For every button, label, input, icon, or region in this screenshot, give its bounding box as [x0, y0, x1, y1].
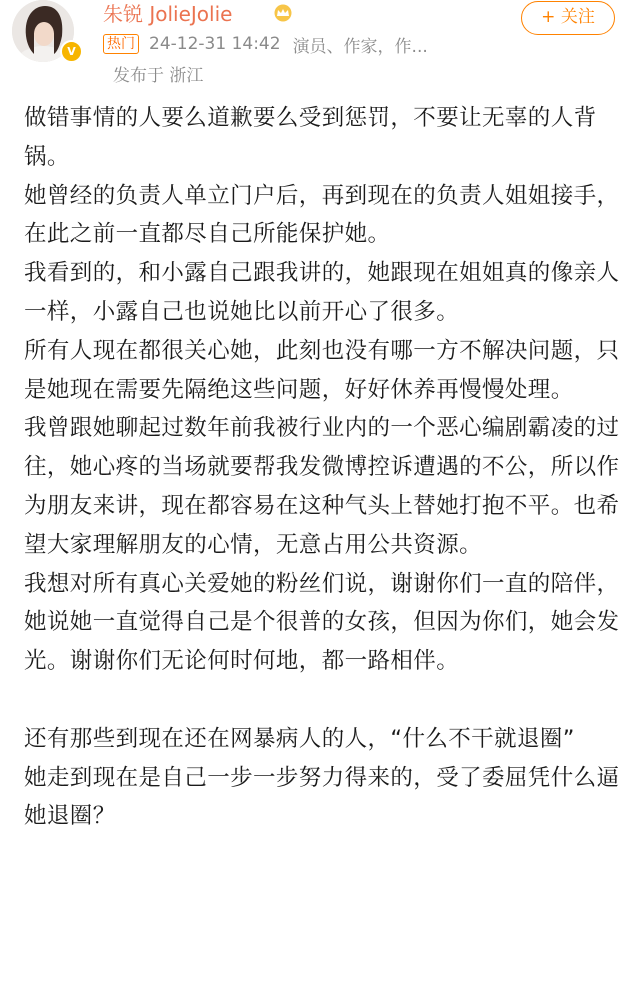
paragraph: 做错事情的人要么道歉要么受到惩罚，不要让无辜的人背锅。: [24, 105, 597, 170]
crown-icon: [272, 4, 294, 22]
paragraph-spacer: [24, 681, 624, 720]
paragraph: 她走到现在是自己一步一步努力得来的，受了委屈凭什么逼她退圈？: [24, 764, 620, 830]
follow-button[interactable]: + 关注: [521, 1, 615, 35]
paragraph: 我看到的，和小露自己跟我讲的，她跟现在姐姐真的像亲人一样，小露自己也说她比以前开心了很多。: [24, 260, 620, 325]
paragraph: 她曾经的负责人单立门户后，再到现在的负责人姐姐接手，在此之前一直都尽自己所能保护她。: [24, 182, 620, 248]
paragraph: 所有人现在都很关心她，此刻也没有哪一方不解决问题，只是她现在需要先隔绝这些问题，好好休养再慢慢处理。: [24, 337, 620, 403]
post-meta: [103, 33, 428, 55]
username[interactable]: 朱锐 JolieJolie: [103, 2, 233, 26]
verified-badge-icon: V: [60, 40, 83, 63]
post-header: [0, 0, 636, 88]
user-tags: 演员、作家，作...: [292, 36, 428, 57]
paragraph: 还有那些到现在还在网暴病人的人，“什么不干就退圈”: [24, 725, 575, 752]
post-content: [24, 99, 624, 836]
post-location: 发布于 浙江: [113, 66, 204, 86]
paragraph: 我曾跟她聊起过数年前我被行业内的一个恶心编剧霸凌的过往，她心疼的当场就要帮我发微博控诉遭遇的不公，所以作为朋友来讲，现在都容易在这种气头上替她打抱不平。也希望大家理解朋友的心情，无意占用公共资源。: [24, 415, 620, 558]
paragraph: 我想对所有真心关爱她的粉丝们说，谢谢你们一直的陪伴，她说她一直觉得自己是个很普的女孩，但因为你们，她会发光。谢谢你们无论何时何地，都一路相伴。: [24, 570, 620, 675]
hot-badge: 热门: [103, 34, 139, 54]
post-timestamp: 24-12-31 14:42: [149, 34, 281, 54]
